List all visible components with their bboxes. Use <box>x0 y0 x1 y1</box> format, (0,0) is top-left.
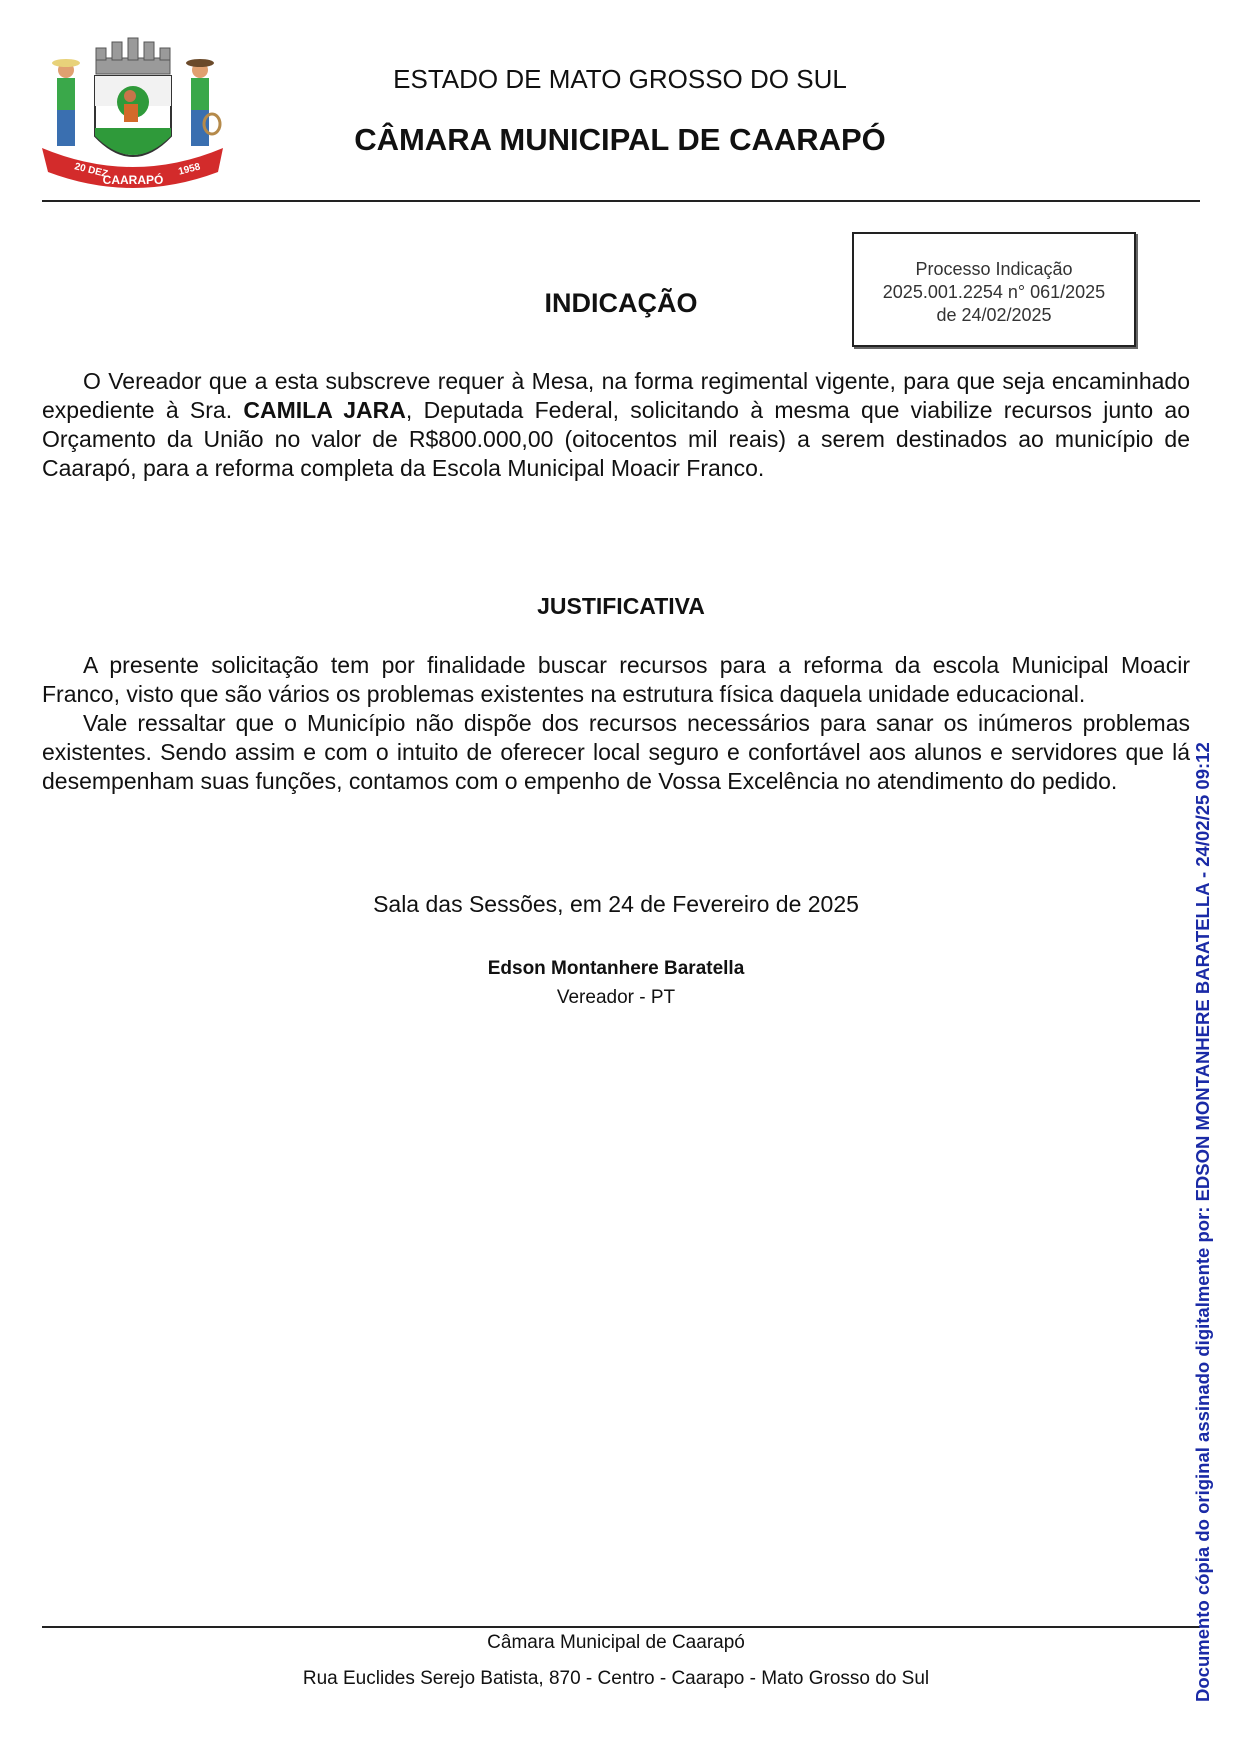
signer-name: Edson Montanhere Baratella <box>487 958 745 979</box>
chamber-heading: CÂMARA MUNICIPAL DE CAARAPÓ <box>354 122 886 157</box>
footer-divider <box>42 1626 1200 1628</box>
municipal-coat-of-arms-icon <box>40 36 225 192</box>
addressee-name: CAMILA JARA <box>243 397 406 423</box>
indicacao-text-start: O Vereador que a esta subscreve requer à Mesa, na forma regimental vigente, para que seja encaminhado expediente à Sra. <box>42 368 1190 423</box>
indicacao-text-end: , Deputada Federal, solicitando à mesma que viabilize recursos junto ao Orçamento da União no valor de R$800.000,00 (oitocentos mil reais) a serem destinados ao município de Caarapó, para a reforma completa da Escola Municipal Moacir Franco. <box>42 397 1191 481</box>
indicacao-paragraph <box>42 367 1190 483</box>
crest-banner-center: CAARAPÓ <box>102 173 164 187</box>
crest-banner-left: 20 DEZ <box>73 161 109 181</box>
justificativa-paragraph-2: Vale ressaltar que o Município não dispõe dos recursos necessários para sanar os inúmeros problemas existentes. Sendo assim e com o intuito de oferecer local seguro e confortável aos alunos e servidores que lá desempenham suas funções, contamos com o empenho de Vossa Excelência no atendimento do pedido. <box>42 710 1190 794</box>
stamp-line-2: 2025.001.2254 n° 061/2025 <box>882 282 1106 302</box>
justificativa-title: JUSTIFICATIVA <box>537 593 705 619</box>
header-divider <box>42 200 1200 202</box>
footer-address: Rua Euclides Serejo Batista, 870 - Centro - Caarapo - Mato Grosso do Sul <box>302 1668 930 1689</box>
justificativa-paragraph-1: A presente solicitação tem por finalidade buscar recursos para a reforma da escola Municipal Moacir Franco, visto que são vários os problemas existentes na estrutura física daquela unidade educacional. <box>42 652 1190 707</box>
signer-role: Vereador - PT <box>556 987 676 1008</box>
state-heading: ESTADO DE MATO GROSSO DO SUL <box>393 64 847 94</box>
place-date: Sala das Sessões, em 24 de Fevereiro de 2025 <box>373 891 859 917</box>
footer-institution: Câmara Municipal de Caarapó <box>487 1632 745 1653</box>
crest-banner-right: 1958 <box>177 161 202 178</box>
stamp-line-1: Processo Indicação <box>915 259 1073 279</box>
stamp-line-3: de 24/02/2025 <box>936 305 1052 325</box>
indicacao-title: INDICAÇÃO <box>544 288 698 318</box>
digital-signature-watermark: Documento cópia do original assinado digitalmente por: EDSON MONTANHERE BARATELLA - 24/02/25 09:12 <box>1192 742 1213 1702</box>
justificativa-body <box>42 651 1190 796</box>
